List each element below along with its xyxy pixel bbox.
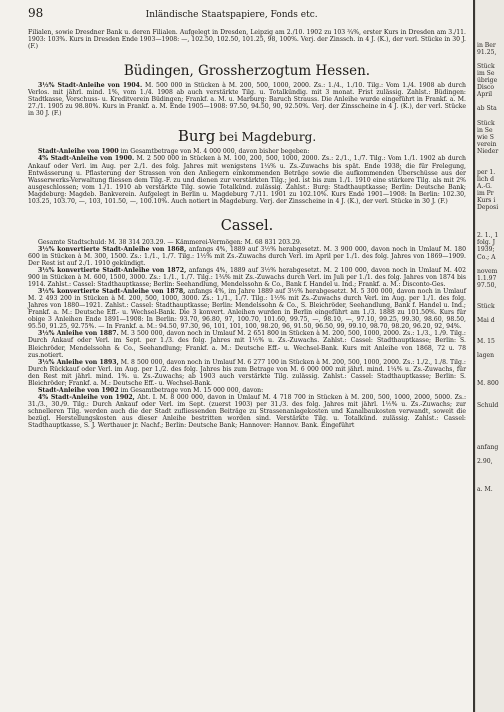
cassel-paragraph-lead: 4% Stadt-Anleihe von 1902, [38, 393, 135, 401]
page-body [28, 6, 467, 430]
next-page-line: 2.90, [477, 457, 493, 465]
next-page-line: 1939; [477, 246, 495, 254]
next-page-line: Co.; A [477, 253, 496, 261]
next-page-fragment [476, 0, 504, 712]
next-page-line: im Se [477, 70, 495, 78]
next-page-line: M. 800 [477, 380, 499, 388]
next-page-line: lich d [477, 175, 495, 183]
cassel-paragraph-lead: 3½% konvertierte Stadt-Anleihe von 1872, [38, 266, 187, 274]
cassel-paragraph [28, 359, 466, 387]
running-header [28, 6, 466, 20]
cassel-paragraph [28, 330, 466, 358]
next-page-line: 1.1.97 [477, 274, 497, 282]
cassel-paragraph-lead: Stadt-Anleihe von 1902 [38, 386, 119, 394]
cassel-paragraph-lead: 3½% konvertierte Stadt-Anleihe von 1868, [38, 245, 187, 253]
section-heading-burg [28, 129, 466, 144]
cassel-paragraph-lead: 3½% konvertierte Stadt-Anleihe von 1878, [38, 288, 186, 296]
cassel-paragraph-text: anfangs 4%, 1889 auf 3½% herabgesetzt. M. 2 100 000, davon noch in Umlauf M. 402 900 in Stücken à M. 600, 1500, 3000. Zs.: 1./1., 1./7. Tilg.: 1¾% mit Zs.-Zuwachs durch Verl. im Juli per 1./1. des folg. Jahres von 1874 bis 1914. Zahlst.: Cassel: Stadthauptkasse; Berlin: Seehandlung, Mendelssohn & Co., Bank f. Handel u. Ind.; Frankf. a. M.: Disconto-Ges. [28, 266, 466, 289]
cassel-paragraph-lead: 3½% Anleihe von 1887. [38, 330, 119, 338]
burg-paragraph-1 [28, 148, 466, 155]
next-page-line: übrige [477, 77, 498, 85]
budingen-text: M. 500 000 in Stücken à M. 200, 500, 1000, 2000. Zs.: 1./4., 1./10. Tilg.: Vom 1./4. 1908 ab durch Verlos. mit jährl. mind. 1%, vom 1./4. 1908 ab auch verstärkte Tilg. u. Totalkündig. mit 3 monat. Frist zulässig. Zahlst.: Büdingen: Stadtkasse, Vorschuss- u. Kreditverein Büdingen; Frankf. a. M. u. Marburg: Baruch Strauss. Die Anleihe wurde eingeführt in Frankf. a. M. 27./1. 1905 zu 98.80%. Kurs in Frankf. a. M. Ende 1905—1908: 97.50, 94.50, 90, 92.50%. Verj. der Zinsscheine in 4 J. (K.), der verl. Stücke in 30 J. (F.) [28, 82, 466, 118]
next-page-line: Nieder [477, 147, 499, 155]
section-heading-cassel: Cassel. [220, 217, 274, 234]
next-page-line: wie S [477, 133, 494, 141]
cassel-debt-line: Gesamte Stadtschuld: M. 38 314 203.29. — Kämmerei-Vermögen: M. 68 831 203.29. [38, 238, 302, 246]
next-page-line: ab Sta [477, 105, 497, 113]
next-page-line: Kurs i [477, 197, 496, 205]
cassel-paragraph [28, 394, 466, 429]
burg-heading-rest: bei Magdeburg. [219, 130, 317, 145]
section-heading-budingen: Büdingen, Grossherzogtum Hessen. [123, 63, 371, 80]
cassel-paragraph [28, 387, 466, 394]
next-page-line: M. 15 [477, 338, 495, 346]
cassel-paragraph-text: anfangs 4%, im Jahre 1889 auf 3½% herabgesetzt. M. 5 300 000, davon noch in Umlauf M. 2 493 200 in Stücken à M. 200, 500, 1000, 3000. Zs.: 1./1., 1./7. Tilg.: 1½% mit Zs.-Zuwachs durch Verl. im Aug. per 1./1. des folg. Jahres von 1880—1921. Zahlst.: Cassel: Stadthauptkasse; Berlin: Mendelssohn & Co., S. Bleichröder, Seehandlung, Bank f. Handel u. Ind.; Frankf. a. M.: Deutsche Eff.- u. Wechsel-Bank. Die 3 konvert. Anleihen wurden in Berlin eingeführt am 1./3. 1888 zu 101.50%. Kurs für obige 3 Anleihen Ende 1891—1908: In Berlin: 93.70, 96.80, 97, 100.70, 101.60, 99.75, —, 98.10, —, 97.10, 99.25, 99.30, 98.60, 98.50, 95.50, 91.25, 92.75%. — In Frankf. a. M.: 94.50, 97.30, 96, 101, 101, 100, 98.20, 96, 91.50, 96.50, 99, 99.10, 98.70, 98.20, 96.20, 92, 94%. [28, 288, 467, 331]
cassel-paragraph-text: Abt. I. M. 8 000 000, davon in Umlauf M. 4 718 700 in Stücken à M. 200, 500, 1000, 2000, 5000. Zs.: 31./3., 30./9. Tilg.: Durch Ankauf oder Verl. im Sept. (zuerst 1903) per 31./3. des folg. Jahres mit jährl. 1½% u. Zs.-Zuwachs; zur schnelleren Tilg. werden auch die der Stadt zufliessenden Beiträge zu Strassenanlagekosten und Kanalbaukosten verwandt, soweit die bezügl. Herstellungskosten aus dieser Anleihe bestritten worden sind. Verstärkte Tilg. u. Totalkünd. zulässig. Zahlst.: Cassel: Stadthauptkasse, S. J. Werthauer jr. Nachf.; Berlin: Deutsche Bank; Hannover: Hannov. Bank. Eingeführt [28, 393, 467, 430]
next-page-line: Stück [477, 302, 495, 310]
budingen-paragraph [28, 82, 466, 117]
burg-heading-word: Burg [177, 127, 216, 146]
cassel-paragraph-text: M. 3 500 000, davon noch in Umlauf M. 2 651 800 in Stücken à M. 200, 500, 1000, 2000. Zs.: 1./3., 1./9. Tilg.: Durch Ankauf oder Verl. im Sept. per 1./3. des folg. Jahres mit 1½% u. Zs.-Zuwachs. Zahlst.: Cassel: Stadthauptkasse; Berlin: S. Bleichröder, Mendelssohn & Co., Seehandlung; Frankf. a. M.: Deutsche Eff.- u. Wechsel-Bank. Kurs mit Anleihe von 1868, 72 u. 78 zus.notiert. [28, 330, 466, 359]
next-page-line: A.-G. [477, 183, 492, 190]
burg-lead-2: 4% Stadt-Anleihe von 1900. [38, 155, 135, 163]
next-page-line: im Pr [477, 190, 494, 198]
next-page-line: Schuld [477, 401, 499, 409]
next-page-line: 97.50, [477, 281, 497, 289]
next-page-line: 2. 1., 1 [477, 232, 499, 240]
intro-paragraph: Filialen, sowie Dresdner Bank u. deren Filialen. Aufgelegt in Dresden, Leipzig am 2./10. 1902 zu 103 ¾%, erster Kurs in Dresden am 3./11. 1903: 103%. Kurs in Dresden Ende 1903—1908: —, 102.50, 102.50, 101.25, 98, 100%. Verj. der Zinssch. in 4 J. (K.), der verl. Stücke in 30 J. (F.) [28, 29, 466, 51]
next-page-line: a. M. [477, 486, 493, 494]
next-page-line: folg. J [477, 239, 496, 247]
next-page-line: Stück [477, 119, 495, 127]
burg-paragraph-2 [28, 155, 466, 204]
running-title: Inländische Staatspapiere, Fonds etc. [145, 10, 318, 20]
next-page-line: verein [477, 140, 497, 148]
next-page-line: novem [477, 267, 498, 275]
cassel-paragraph-text: anfangs 4%, 1889 auf 3½% herabgesetzt. M. 3 900 000, davon noch in Umlauf M. 180 600 in Stücken à M. 300, 1500. Zs.: 1./1., 1./7. Tilg.: 1½% mit Zs.-Zuwachs durch Verl. im April per 1./1. des folg. Jahres von 1869—1909. Der Rest ist auf 2./1. 1910 gekündigt. [28, 245, 466, 267]
budingen-lead: 3½% Stadt-Anleihe von 1904. [38, 82, 143, 90]
burg-text-1: im Gesamtbetrage von M. 4 000 000, davon bisher begeben: [120, 148, 310, 156]
page-number: 98 [28, 6, 44, 20]
next-page-line: Deposi [477, 204, 499, 212]
cassel-paragraph-text: M. 8 500 000, davon noch in Umlauf M. 6 277 100 in Stücken à M. 200, 500, 1000, 2000. Zs.: 1./2., 1./8. Tilg.: Durch Rückkauf oder Verl. im Aug. per 1./2. des folg. Jahres bis zum Betrage von M. 6 000 000 mit jährl. mind. 1¼% u. Zs.-Zuwachs, für den Rest mit jährl. mind. 1%. u. Zs.-Zuwachs; ab 1903 auch verstärkte Tilg. zulässig. Zahlst.: Cassel: Stadthauptkasse; Berlin: S. Bleichröder; Frankf. a. M.: Deutsche Eff.- u. Wechsel-Bank. [28, 358, 466, 387]
page-gutter-rule [473, 0, 475, 712]
next-page-line: Disco [477, 84, 495, 92]
next-page-line: in Se [477, 126, 493, 134]
burg-lead-1: Stadt-Anleihe von 1900 [38, 148, 119, 156]
next-page-line: 91.25, [477, 49, 497, 57]
cassel-paragraph [28, 288, 466, 330]
burg-text-2: M. 2 500 000 in Stücken à M. 100, 200, 500, 1000, 2000. Zs.: 2./1., 1./7. Tilg.: Vom 1./1. 1902 ab durch Ankauf oder Verl. im Aug. per 2./1. des folg. Jahres mit wenigstens 1¼% u. Zs.-Zuwachs bis spät. Ende 1938; die für Frelegung, Entwässerung u. Pflasterung der Strassen von den Anliegern einkommenden Beträge sowie die aufkommenden Überschüsse aus der Wasserwerks-Verwaltung fliessen dem Tilg.-F. zu und dienen zur verstärkten Tilg.; jed. ist bis zum 1./1. 1910 eine stärkere Tilg. als mit 2% ausgeschlossen; vom 1./1. 1910 ab verstärkte Tilg. sowie Totalkünd. zulässig. Zahlst.: Burg: Stadthauptkasse; Berlin: Deutsche Bank; Magdeburg: Magdeb. Bankverein. Aufgelegt in Berlin u. Magdeburg 7./11. 1901 zu 102.10%. Kurs Ende 1901—1908: In Berlin: 102.30, 103.25, 103.70, —, 103, 101.50, —, 100.10%. Auch notiert in Magdeburg. Verj. der Zinsscheine in 4 J. (K.), der verl. Stücke in 30 J. (F.) [28, 155, 466, 205]
next-page-line: in Ber [477, 42, 496, 49]
cassel-paragraph [28, 267, 466, 288]
cassel-paragraph-lead: 3½% Anleihe von 1893, [38, 358, 119, 366]
cassel-sections [28, 246, 466, 429]
next-page-line: April [477, 91, 493, 99]
next-page-line: anfang [477, 443, 499, 451]
cassel-paragraph [28, 246, 466, 267]
next-page-line: Mai d [477, 316, 495, 324]
next-page-line: Stück [477, 63, 495, 71]
next-page-line: per 1. [477, 168, 496, 176]
cassel-paragraph-text: im Gesamtbetrage von M. 15 000 000, davon: [120, 386, 264, 394]
next-page-line: lagen [477, 352, 495, 360]
